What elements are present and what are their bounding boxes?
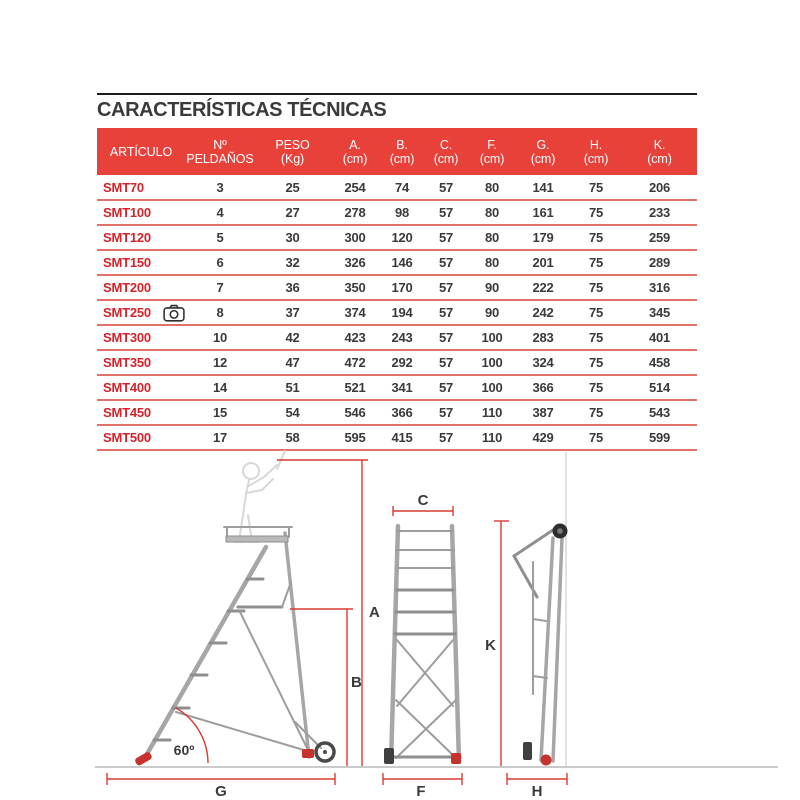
value-cell: 595 [344, 430, 366, 445]
value-cell: 30 [285, 230, 300, 245]
table-row [97, 225, 697, 250]
rear-foot [302, 749, 314, 758]
value-cell: 57 [438, 280, 454, 295]
dim-c-label: C [417, 492, 429, 509]
technical-drawings [0, 450, 800, 800]
value-cell: 17 [212, 430, 228, 445]
front-view-wheel [384, 748, 394, 764]
side-view-drawing [134, 527, 334, 766]
value-cell: 100 [481, 380, 503, 395]
value-cell: 374 [344, 305, 366, 320]
value-cell: 387 [532, 405, 554, 420]
value-cell: 75 [588, 380, 604, 395]
value-cell: 57 [438, 380, 454, 395]
value-cell: 57 [438, 179, 454, 195]
value-cell: 47 [285, 355, 300, 370]
column-header-h: H. (cm) [570, 128, 622, 175]
value-cell: 5 [216, 230, 224, 245]
value-cell: 222 [532, 280, 554, 295]
article-code: SMT350 [103, 355, 151, 370]
value-cell: 161 [532, 205, 554, 220]
value-cell: 326 [344, 255, 366, 270]
value-cell: 12 [212, 355, 228, 370]
value-cell: 415 [391, 430, 413, 445]
value-cell: 25 [285, 179, 300, 195]
value-cell: 289 [648, 255, 671, 270]
table-row [97, 325, 697, 350]
column-header-articulo: ARTÍCULO [97, 128, 185, 175]
table-row [97, 425, 697, 450]
value-cell: 546 [344, 405, 366, 420]
value-cell: 75 [588, 205, 604, 220]
value-cell: 75 [588, 330, 604, 345]
value-cell: 90 [484, 305, 500, 320]
value-cell: 233 [648, 205, 671, 220]
column-header-a: A. (cm) [330, 128, 380, 175]
table-row [97, 200, 697, 225]
specs-table [97, 128, 697, 451]
front-view-foot [451, 753, 461, 764]
value-cell: 100 [481, 330, 503, 345]
article-code: SMT400 [103, 380, 151, 395]
value-cell: 110 [481, 430, 503, 445]
value-cell: 80 [484, 230, 500, 245]
value-cell: 141 [532, 179, 554, 195]
dimension-lines [107, 460, 567, 785]
dim-f-label: F [416, 783, 426, 800]
value-cell: 170 [391, 280, 413, 295]
value-cell: 15 [212, 405, 228, 420]
value-cell: 194 [391, 305, 413, 320]
dim-b-label: B [351, 674, 362, 691]
value-cell: 27 [285, 205, 300, 220]
table-row [97, 250, 697, 275]
article-cell [97, 200, 185, 225]
folded-wheel [541, 755, 552, 766]
value-cell: 179 [532, 230, 554, 245]
value-cell: 80 [484, 255, 500, 270]
table-row [97, 350, 697, 375]
value-cell: 75 [588, 305, 604, 320]
column-header-b: B. (cm) [380, 128, 424, 175]
value-cell: 3 [216, 179, 224, 195]
value-cell: 6 [216, 255, 224, 270]
value-cell: 98 [394, 205, 410, 220]
value-cell: 201 [532, 255, 554, 270]
value-cell: 206 [648, 179, 671, 195]
dim-a-label: A [369, 604, 380, 621]
article-code: SMT200 [103, 280, 151, 295]
value-cell: 366 [391, 405, 413, 420]
table-row [97, 175, 697, 200]
value-cell: 350 [344, 280, 366, 295]
value-cell: 75 [588, 280, 604, 295]
value-cell: 57 [438, 430, 454, 445]
value-cell: 543 [648, 405, 671, 420]
article-code: SMT450 [103, 405, 151, 420]
page-title: CARACTERÍSTICAS TÉCNICAS [97, 99, 387, 121]
value-cell: 316 [648, 280, 671, 295]
value-cell: 292 [391, 355, 413, 370]
column-header-peso: PESO (Kg) [255, 128, 330, 175]
value-cell: 75 [588, 430, 604, 445]
article-code: SMT300 [103, 330, 151, 345]
article-cell [97, 250, 185, 275]
dim-k-label: K [485, 637, 496, 654]
value-cell: 7 [216, 280, 224, 295]
value-cell: 110 [481, 405, 503, 420]
value-cell: 146 [391, 255, 413, 270]
value-cell: 54 [285, 405, 300, 420]
value-cell: 4 [216, 205, 224, 220]
article-code: SMT150 [103, 255, 151, 270]
value-cell: 283 [532, 330, 554, 345]
dim-g-label: G [215, 783, 227, 800]
article-cell [97, 325, 185, 350]
article-cell [97, 225, 185, 250]
value-cell: 75 [588, 405, 604, 420]
value-cell: 254 [344, 179, 366, 195]
value-cell: 57 [438, 305, 454, 320]
title-divider [97, 93, 697, 95]
table-row [97, 375, 697, 400]
value-cell: 37 [285, 305, 300, 320]
article-code: SMT70 [103, 179, 144, 195]
value-cell: 366 [532, 380, 554, 395]
article-cell [97, 175, 185, 200]
value-cell: 75 [588, 230, 604, 245]
article-cell [97, 275, 185, 300]
value-cell: 345 [648, 305, 671, 320]
value-cell: 521 [344, 380, 366, 395]
value-cell: 57 [438, 205, 454, 220]
value-cell: 8 [216, 305, 224, 320]
folded-foot [523, 742, 532, 760]
value-cell: 472 [344, 355, 366, 370]
column-header-peldanos: Nº PELDAÑOS [185, 128, 255, 175]
article-cell [97, 400, 185, 425]
table-row [97, 275, 697, 300]
front-view-drawing [384, 526, 461, 764]
value-cell: 259 [648, 230, 671, 245]
camera-icon[interactable] [163, 304, 185, 322]
column-header-g: G. (cm) [516, 128, 570, 175]
article-cell [97, 300, 185, 325]
value-cell: 90 [484, 280, 500, 295]
article-code: SMT120 [103, 230, 151, 245]
value-cell: 514 [648, 380, 671, 395]
column-header-k: K. (cm) [622, 128, 697, 175]
folded-view-drawing [514, 524, 568, 766]
article-code: SMT100 [103, 205, 151, 220]
value-cell: 423 [344, 330, 366, 345]
value-cell: 599 [648, 430, 671, 445]
table-header-row [97, 128, 697, 175]
value-cell: 57 [438, 355, 454, 370]
value-cell: 458 [648, 355, 671, 370]
table-row [97, 400, 697, 425]
value-cell: 10 [212, 330, 228, 345]
column-header-c: C. (cm) [424, 128, 468, 175]
value-cell: 14 [212, 380, 228, 395]
value-cell: 32 [285, 255, 300, 270]
person-sketch [235, 451, 285, 542]
article-cell [97, 425, 185, 450]
value-cell: 80 [484, 205, 500, 220]
value-cell: 80 [484, 179, 500, 195]
value-cell: 57 [438, 230, 454, 245]
value-cell: 324 [532, 355, 554, 370]
article-cell [97, 350, 185, 375]
value-cell: 401 [648, 330, 671, 345]
value-cell: 278 [344, 205, 366, 220]
value-cell: 58 [285, 430, 300, 445]
value-cell: 42 [285, 330, 300, 345]
table-row [97, 300, 697, 325]
value-cell: 120 [391, 230, 413, 245]
value-cell: 243 [391, 330, 413, 345]
article-code: SMT250 [103, 305, 151, 320]
front-foot [134, 751, 153, 766]
dim-h-label: H [531, 783, 543, 800]
value-cell: 100 [481, 355, 503, 370]
value-cell: 36 [285, 280, 300, 295]
value-cell: 75 [588, 355, 604, 370]
value-cell: 242 [532, 305, 554, 320]
angle-label: 60º [173, 742, 195, 758]
value-cell: 341 [391, 380, 413, 395]
value-cell: 300 [344, 230, 366, 245]
value-cell: 57 [438, 330, 454, 345]
value-cell: 75 [588, 179, 604, 195]
value-cell: 429 [532, 430, 554, 445]
value-cell: 51 [285, 380, 300, 395]
article-code: SMT500 [103, 430, 151, 445]
column-header-f: F. (cm) [468, 128, 516, 175]
value-cell: 57 [438, 405, 454, 420]
value-cell: 57 [438, 255, 454, 270]
value-cell: 74 [394, 179, 410, 195]
article-cell [97, 375, 185, 400]
value-cell: 75 [588, 255, 604, 270]
